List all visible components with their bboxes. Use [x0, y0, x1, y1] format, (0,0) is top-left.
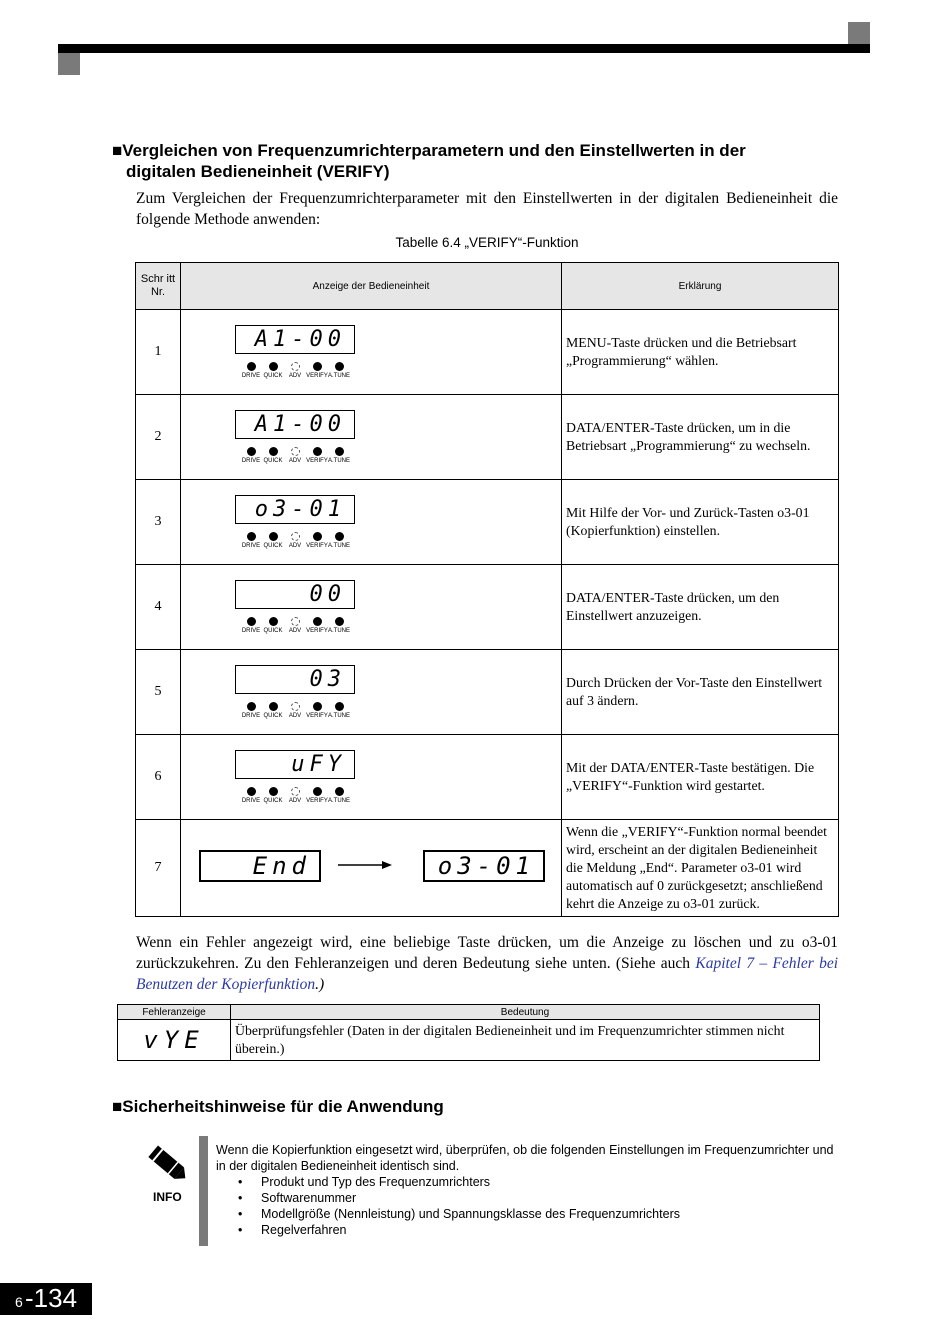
- error-table: [117, 1004, 820, 1061]
- led-label: DRIVE: [241, 713, 261, 719]
- list-item-text: Produkt und Typ des Frequenzumrichters: [261, 1175, 491, 1189]
- chapter-number: 6: [15, 1294, 23, 1310]
- square-bullet-icon: ■: [112, 1097, 123, 1116]
- step-number: 1: [136, 310, 181, 395]
- error-meaning: Überprüfungsfehler (Daten in der digitalen Bedieneinheit und im Frequenzumrichter stimmen nicht überein.): [231, 1020, 820, 1061]
- led-label: DRIVE: [241, 543, 261, 549]
- led-dot-icon: [247, 702, 256, 711]
- chapter-link[interactable]: Kapitel 7 – Fehler bei Benutzen der Kopierfunktion: [136, 955, 839, 993]
- led-label: DRIVE: [241, 458, 261, 464]
- lcd-display: [235, 325, 355, 354]
- display-cell: [181, 820, 562, 917]
- arrow-right-icon: [336, 858, 396, 872]
- table-row: [136, 480, 839, 565]
- led-label: VERIFY: [306, 628, 328, 634]
- led-verify: [306, 702, 328, 719]
- list-item-text: Softwarenummer: [261, 1191, 357, 1205]
- led-drive: [240, 447, 262, 464]
- error-code: vYE: [118, 1020, 231, 1061]
- led-label: ADV: [288, 628, 302, 634]
- led-quick: [262, 532, 284, 549]
- step-number: 6: [136, 735, 181, 820]
- led-label: QUICK: [263, 543, 283, 549]
- led-label: A.TUNE: [328, 628, 351, 634]
- explanation-cell: Mit Hilfe der Vor- und Zurück-Tasten o3-01 (Kopierfunktion) einstellen.: [562, 480, 839, 565]
- led-quick: [262, 447, 284, 464]
- led-label: ADV: [288, 713, 302, 719]
- led-verify: [306, 617, 328, 634]
- list-item: [216, 1174, 836, 1190]
- info-box: [216, 1142, 836, 1238]
- led-label: A.TUNE: [328, 543, 351, 549]
- error-header-meaning: Bedeutung: [231, 1005, 820, 1020]
- led-dot-icon: [247, 787, 256, 796]
- step-number: 5: [136, 650, 181, 735]
- info-list: [216, 1174, 836, 1238]
- header-bar: [58, 44, 870, 53]
- led-label: ADV: [288, 798, 302, 804]
- led-drive: [240, 702, 262, 719]
- led-label: DRIVE: [241, 628, 261, 634]
- led-verify: [306, 447, 328, 464]
- table-row: [136, 735, 839, 820]
- led-adv: [284, 702, 306, 719]
- lcd-display: [235, 580, 355, 609]
- led-dot-icon: [247, 447, 256, 456]
- led-label: A.TUNE: [328, 798, 351, 804]
- led-label: QUICK: [263, 713, 283, 719]
- table-row: [136, 820, 839, 917]
- led-label: VERIFY: [306, 458, 328, 464]
- led-quick: [262, 617, 284, 634]
- display-cell: [181, 735, 562, 820]
- led-verify: [306, 362, 328, 379]
- led-label: QUICK: [263, 798, 283, 804]
- led-adv: [284, 362, 306, 379]
- lcd-text: End: [252, 852, 311, 880]
- led-label: DRIVE: [241, 798, 261, 804]
- led-indicators: [240, 787, 561, 804]
- led-label: VERIFY: [306, 373, 328, 379]
- led-dot-icon: [247, 617, 256, 626]
- led-label: QUICK: [263, 373, 283, 379]
- led-indicators: [240, 532, 561, 549]
- led-dot-icon: [335, 702, 344, 711]
- led-adv: [284, 617, 306, 634]
- header-step: Schr itt Nr.: [136, 263, 181, 310]
- section-heading-safety: [112, 1097, 444, 1117]
- led-dot-icon: [335, 787, 344, 796]
- square-bullet-icon: ■: [112, 141, 123, 160]
- table-row: [136, 565, 839, 650]
- step-number: 4: [136, 565, 181, 650]
- lcd-text: A1-00: [254, 412, 346, 437]
- explanation-cell: DATA/ENTER-Taste drücken, um den Einstellwert anzuzeigen.: [562, 565, 839, 650]
- led-dot-icon: [247, 362, 256, 371]
- led-label: VERIFY: [306, 798, 328, 804]
- led-verify: [306, 532, 328, 549]
- led-label: A.TUNE: [328, 458, 351, 464]
- lcd-text: o3-01: [254, 497, 346, 522]
- led-dot-icon: [269, 787, 278, 796]
- verify-table: [135, 262, 839, 917]
- led-dot-icon: [247, 532, 256, 541]
- led-dot-icon: [269, 617, 278, 626]
- led-label: QUICK: [263, 458, 283, 464]
- header-display: Anzeige der Bedieneinheit: [181, 263, 562, 310]
- led-dot-icon: [269, 447, 278, 456]
- led-indicators: [240, 362, 561, 379]
- lcd-display: [235, 410, 355, 439]
- led-dot-icon: [313, 532, 322, 541]
- list-item: [216, 1190, 836, 1206]
- led-indicators: [240, 617, 561, 634]
- led-dot-icon: [269, 362, 278, 371]
- table-caption: Tabelle 6.4 „VERIFY“-Funktion: [395, 235, 579, 250]
- led-atune: [328, 532, 350, 549]
- led-label: ADV: [288, 373, 302, 379]
- led-adv: [284, 532, 306, 549]
- error-header-code: Fehleranzeige: [118, 1005, 231, 1020]
- explanation-cell: Durch Drücken der Vor-Taste den Einstellwert auf 3 ändern.: [562, 650, 839, 735]
- lcd-text: uFY: [291, 752, 346, 777]
- heading-line1: Vergleichen von Frequenzumrichterparametern und den Einstellwerten in der: [122, 141, 746, 160]
- lcd-end: [199, 850, 321, 882]
- error-paragraph: [136, 932, 838, 995]
- table-row: [136, 395, 839, 480]
- error-paragraph-end: .): [315, 976, 325, 993]
- led-atune: [328, 362, 350, 379]
- led-dot-icon: [313, 702, 322, 711]
- lcd-display: [235, 495, 355, 524]
- led-drive: [240, 617, 262, 634]
- display-cell: [181, 395, 562, 480]
- explanation-cell: MENU-Taste drücken und die Betriebsart „Programmierung“ wählen.: [562, 310, 839, 395]
- led-atune: [328, 702, 350, 719]
- led-adv: [284, 787, 306, 804]
- led-label: VERIFY: [306, 713, 328, 719]
- led-dot-icon: [313, 787, 322, 796]
- display-cell: [181, 650, 562, 735]
- lcd-display: [235, 665, 355, 694]
- lcd-text: A1-00: [254, 327, 346, 352]
- heading-text: Sicherheitshinweise für die Anwendung: [122, 1097, 444, 1116]
- led-quick: [262, 702, 284, 719]
- list-item-text: Modellgröße (Nennleistung) und Spannungsklasse des Frequenzumrichters: [261, 1207, 680, 1221]
- led-dot-icon: [291, 617, 300, 626]
- led-indicators: [240, 447, 561, 464]
- led-dot-icon: [335, 617, 344, 626]
- lcd-o3-01: [423, 850, 545, 882]
- led-dot-icon: [291, 702, 300, 711]
- led-quick: [262, 362, 284, 379]
- led-label: ADV: [288, 458, 302, 464]
- section-heading-verify: [112, 140, 832, 182]
- list-item: [216, 1222, 836, 1238]
- led-label: ADV: [288, 543, 302, 549]
- info-label: INFO: [153, 1190, 182, 1204]
- heading-line2: digitalen Bedieneinheit (VERIFY): [126, 162, 390, 181]
- info-text: Wenn die Kopierfunktion eingesetzt wird, überprüfen, ob die folgenden Einstellungen im Frequenzumrichter und in der digitalen Bedieneinheit identisch sind.: [216, 1143, 834, 1173]
- led-verify: [306, 787, 328, 804]
- led-dot-icon: [313, 362, 322, 371]
- led-indicators: [240, 702, 561, 719]
- step-number: 2: [136, 395, 181, 480]
- led-dot-icon: [313, 447, 322, 456]
- step-number: 7: [136, 820, 181, 917]
- header-explanation: Erklärung: [562, 263, 839, 310]
- led-label: A.TUNE: [328, 373, 351, 379]
- led-label: QUICK: [263, 628, 283, 634]
- led-atune: [328, 447, 350, 464]
- led-atune: [328, 617, 350, 634]
- led-dot-icon: [335, 532, 344, 541]
- lcd-text: 00: [309, 582, 346, 607]
- page-number-box: [0, 1283, 92, 1315]
- led-dot-icon: [269, 532, 278, 541]
- lcd-display: [235, 750, 355, 779]
- list-item-text: Regelverfahren: [261, 1223, 347, 1237]
- led-drive: [240, 787, 262, 804]
- led-dot-icon: [313, 617, 322, 626]
- table-row: [136, 310, 839, 395]
- corner-square-top-left: [58, 53, 80, 75]
- display-cell: [181, 565, 562, 650]
- display-cell: [181, 310, 562, 395]
- page-number: -134: [25, 1283, 78, 1313]
- list-item: [216, 1206, 836, 1222]
- led-label: DRIVE: [241, 373, 261, 379]
- led-drive: [240, 362, 262, 379]
- led-dot-icon: [291, 447, 300, 456]
- led-dot-icon: [335, 362, 344, 371]
- intro-paragraph: Zum Vergleichen der Frequenzumrichterparameter mit den Einstellwerten in der digitalen Bedieneinheit die folgende Methode anwenden:: [136, 190, 838, 228]
- led-label: VERIFY: [306, 543, 328, 549]
- led-adv: [284, 447, 306, 464]
- led-dot-icon: [291, 362, 300, 371]
- step-number: 3: [136, 480, 181, 565]
- pencil-note-icon: [142, 1141, 190, 1187]
- info-sidebar: [199, 1136, 208, 1246]
- table-header-row: [136, 263, 839, 310]
- led-dot-icon: [269, 702, 278, 711]
- explanation-cell: Mit der DATA/ENTER-Taste bestätigen. Die „VERIFY“-Funktion wird gestartet.: [562, 735, 839, 820]
- lcd-text: o3-01: [437, 852, 535, 880]
- led-drive: [240, 532, 262, 549]
- explanation-cell: DATA/ENTER-Taste drücken, um in die Betriebsart „Programmierung“ zu wechseln.: [562, 395, 839, 480]
- display-cell: [181, 480, 562, 565]
- corner-square-top-right: [848, 22, 870, 44]
- led-dot-icon: [291, 532, 300, 541]
- led-dot-icon: [291, 787, 300, 796]
- lcd-text: 03: [309, 667, 346, 692]
- table-row: [136, 650, 839, 735]
- explanation-cell: Wenn die „VERIFY“-Funktion normal beendet wird, erscheint an der digitalen Bedieneinheit die Meldung „End“. Parameter o3-01 wird automatisch auf 0 zurückgesetzt; anschließend kehrt die Anzeige zu o3-01 zurück.: [562, 820, 839, 917]
- led-atune: [328, 787, 350, 804]
- error-paragraph-text: Wenn ein Fehler angezeigt wird, eine beliebige Taste drücken, um die Anzeige zu löschen und zu o3-01 zurückzukehren. Zu den Fehleranzeigen und deren Bedeutung siehe unten. (Siehe auch: [136, 934, 838, 972]
- led-quick: [262, 787, 284, 804]
- led-dot-icon: [335, 447, 344, 456]
- led-label: A.TUNE: [328, 713, 351, 719]
